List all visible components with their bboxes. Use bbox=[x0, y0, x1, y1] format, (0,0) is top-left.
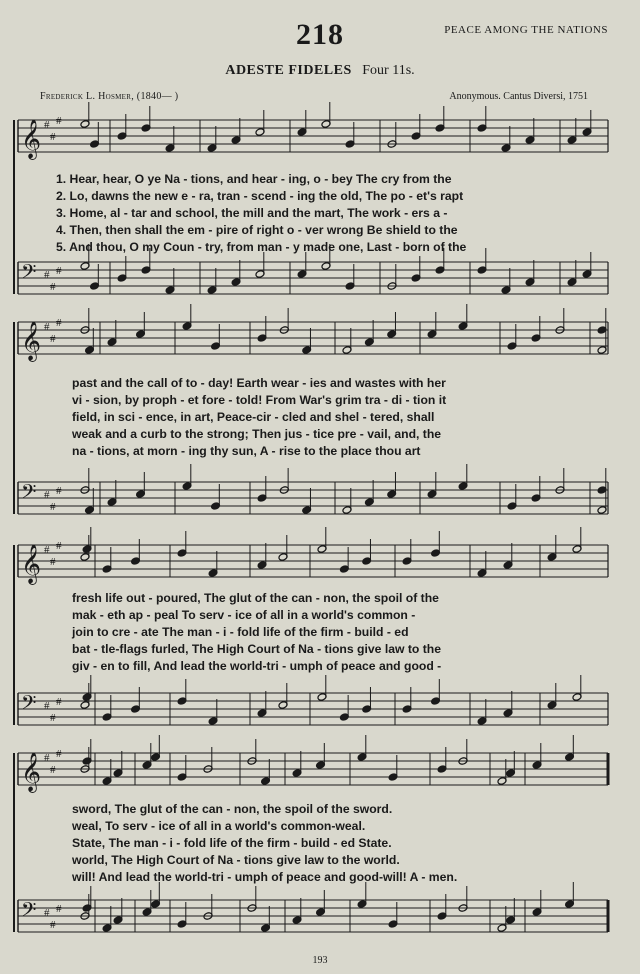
svg-text:#: # bbox=[50, 131, 56, 143]
verse-line: 4. Then, then shall the em - pire of right o - ver wrong Be shield to the bbox=[56, 223, 458, 237]
verse-line: 5. And thou, O my Coun - try, from man - y made one, Last - born of the bbox=[56, 240, 467, 254]
meter: Four 11s. bbox=[362, 63, 415, 78]
author-credit: Frederick L. Hosmer, (1840— ) bbox=[40, 91, 179, 102]
svg-text:𝄞: 𝄞 bbox=[21, 544, 42, 584]
svg-text:#: # bbox=[44, 907, 50, 919]
verse-line: past and the call of to - day! Earth wear - ies and wastes with her bbox=[72, 376, 446, 390]
verse-line: fresh life out - poured, The glut of the can - non, the spoil of the bbox=[72, 591, 439, 605]
svg-text:#: # bbox=[56, 265, 62, 277]
verse-line: 3. Home, al - tar and school, the mill and the mart, The work - ers a - bbox=[56, 206, 448, 220]
svg-text:#: # bbox=[50, 501, 56, 513]
section-title: PEACE AMONG THE NATIONS bbox=[444, 24, 608, 36]
verse-line: na - tions, at morn - ing thy sun, A - rise to the place thou art bbox=[72, 444, 421, 458]
svg-text:𝄢: 𝄢 bbox=[21, 260, 37, 288]
svg-text:#: # bbox=[50, 556, 56, 568]
composer-credit: Anonymous. Cantus Diversi, 1751 bbox=[449, 91, 588, 102]
svg-text:𝄞: 𝄞 bbox=[21, 321, 42, 361]
tune-name: ADESTE FIDELES bbox=[225, 63, 352, 78]
verse-line: will! And lead the world-tri - umph of peace and good-will! A - men. bbox=[72, 870, 458, 884]
svg-text:#: # bbox=[56, 115, 62, 127]
svg-text:#: # bbox=[56, 485, 62, 497]
verse-line: sword, The glut of the can - non, the spoil of the sword. bbox=[72, 802, 393, 816]
svg-text:#: # bbox=[50, 333, 56, 345]
svg-text:#: # bbox=[50, 712, 56, 724]
verse-line: vi - sion, by proph - et fore - told! From War's grim tra - di - tion it bbox=[72, 393, 447, 407]
verse-line: weak and a curb to the strong; Then jus - tice pre - vail, and, the bbox=[72, 427, 442, 441]
svg-text:#: # bbox=[44, 544, 50, 556]
verse-line: State, The man - i - fold life of the firm - build - ed State. bbox=[72, 836, 392, 850]
svg-text:𝄢: 𝄢 bbox=[21, 898, 37, 926]
page-number: 193 bbox=[312, 955, 328, 966]
svg-text:#: # bbox=[56, 748, 62, 760]
verse-line: giv - en to fill, And lead the world-tri - umph of peace and good - bbox=[72, 659, 442, 673]
svg-text:𝄞: 𝄞 bbox=[21, 119, 42, 159]
svg-text:#: # bbox=[44, 269, 50, 281]
svg-text:#: # bbox=[44, 700, 50, 712]
svg-text:#: # bbox=[56, 317, 62, 329]
svg-text:𝄢: 𝄢 bbox=[21, 691, 37, 719]
svg-text:#: # bbox=[44, 119, 50, 131]
svg-text:𝄢: 𝄢 bbox=[21, 480, 37, 508]
verse-line: world, The High Court of Na - tions give law to the world. bbox=[72, 853, 400, 867]
svg-text:#: # bbox=[50, 281, 56, 293]
verse-line: weal, To serv - ice of all in a world's common-weal. bbox=[72, 819, 366, 833]
svg-text:#: # bbox=[50, 764, 56, 776]
hymn-number: 218 bbox=[296, 18, 344, 51]
svg-text:#: # bbox=[44, 489, 50, 501]
verse-line: mak - eth ap - peal To serv - ice of all in a world's common - bbox=[72, 608, 416, 622]
verse-line: join to cre - ate The man - i - fold life of the firm - build - ed bbox=[72, 625, 409, 639]
svg-text:#: # bbox=[56, 696, 62, 708]
svg-text:𝄞: 𝄞 bbox=[21, 752, 42, 792]
verse-line: field, in sci - ence, in art, Peace-cir - cled and shel - tered, shall bbox=[72, 410, 435, 424]
svg-text:#: # bbox=[56, 903, 62, 915]
verse-line: 2. Lo, dawns the new e - ra, tran - scend - ing the old, The po - et's rapt bbox=[56, 189, 464, 203]
svg-text:#: # bbox=[44, 321, 50, 333]
verse-line: 1. Hear, hear, O ye Na - tions, and hear - ing, o - bey The cry from the bbox=[56, 172, 452, 186]
svg-text:#: # bbox=[56, 540, 62, 552]
verse-line: bat - tle-flags furled, The High Court of Na - tions give law to the bbox=[72, 642, 442, 656]
svg-text:#: # bbox=[44, 752, 50, 764]
svg-text:#: # bbox=[50, 919, 56, 931]
